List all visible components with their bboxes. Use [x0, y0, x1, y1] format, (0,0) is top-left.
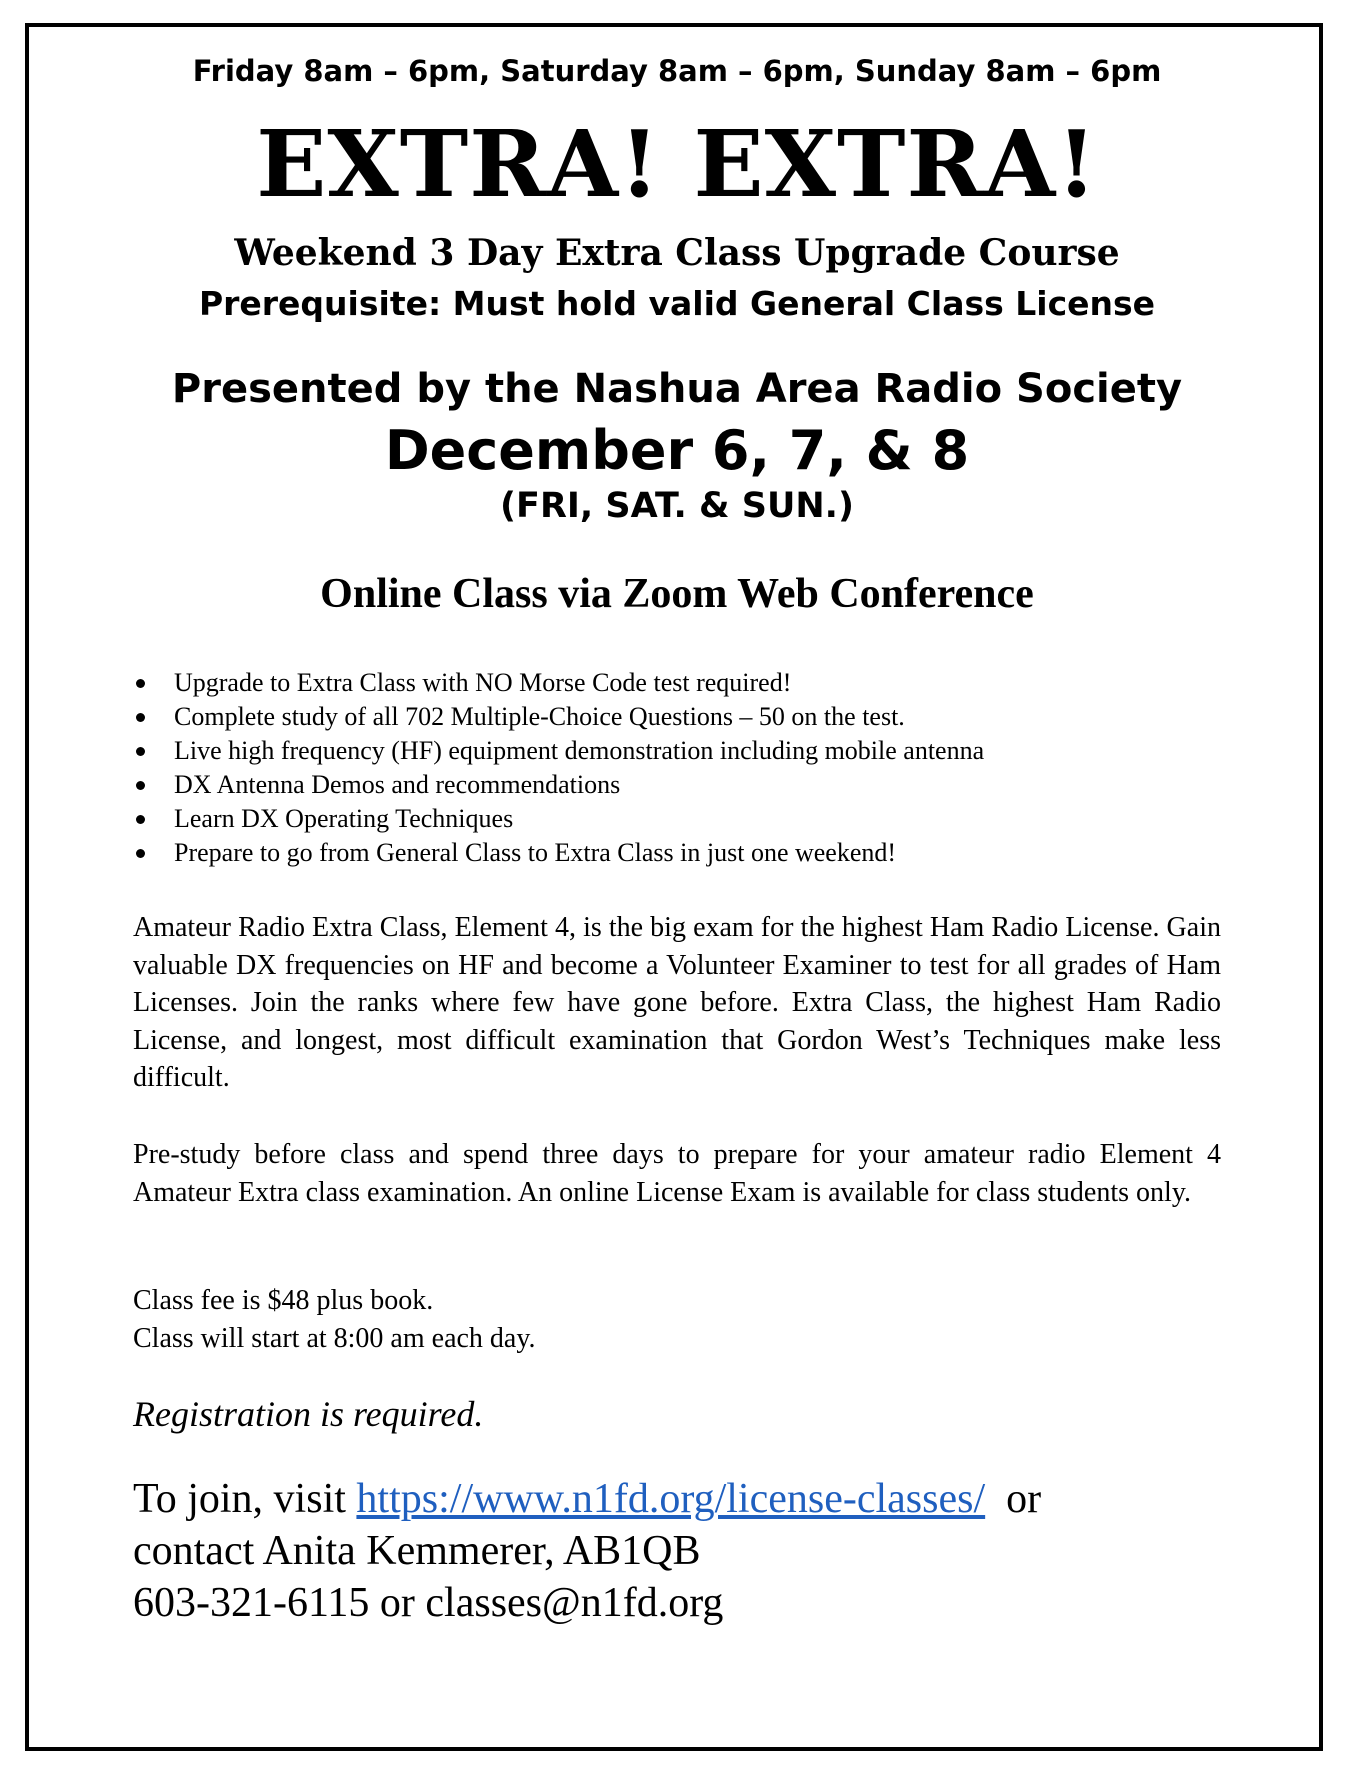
list-item: Live high frequency (HF) equipment demonstration including mobile antenna	[133, 734, 984, 768]
prerequisite: Prerequisite: Must hold valid General Class License	[198, 284, 1156, 323]
description-paragraph: Amateur Radio Extra Class, Element 4, is the big exam for the highest Ham Radio License. Gain valuable DX frequencies on HF and become a Volunteer Examiner to test for all grades of Ham Licenses. Join the ranks where few have gone before. Extra Class, the highest Ham Radio License, and longest, most difficult examination that Gordon West’s Techniques make less difficult.	[133, 912, 1221, 1093]
presenter: Presented by the Nashua Area Radio Society	[171, 366, 1183, 412]
class-fee: Class fee is $48 plus book.	[133, 1285, 434, 1316]
bullet-icon	[136, 679, 145, 688]
registration-link[interactable]: https://www.n1fd.org/license-classes/	[356, 1476, 986, 1522]
bullet-icon	[136, 747, 145, 756]
feature-list	[133, 666, 984, 870]
headline: EXTRA! EXTRA!	[256, 110, 1098, 218]
class-hours: Friday 8am – 6pm, Saturday 8am – 6pm, Sunday 8am – 6pm	[192, 54, 1162, 88]
bullet-icon	[136, 781, 145, 790]
online-format: Online Class via Zoom Web Conference	[320, 571, 1034, 617]
course-title: Weekend 3 Day Extra Class Upgrade Course	[234, 232, 1120, 274]
class-dates: December 6, 7, & 8	[384, 419, 970, 482]
list-item: DX Antenna Demos and recommendations	[133, 768, 984, 802]
bullet-icon	[136, 815, 145, 824]
list-item: Learn DX Operating Techniques	[133, 802, 984, 836]
bullet-icon	[136, 713, 145, 722]
bullet-icon	[136, 849, 145, 858]
registration-note: Registration is required.	[133, 1394, 484, 1434]
class-days: (FRI, SAT. & SUN.)	[500, 486, 854, 526]
contact-name: contact Anita Kemmerer, AB1QB	[133, 1528, 701, 1574]
contact-phone-email: 603-321-6115 or classes@n1fd.org	[133, 1580, 724, 1626]
prestudy-paragraph: Pre-study before class and spend three days to prepare for your amateur radio Element 4 Amateur Extra class examination. An online License Exam is available for class students only.	[133, 1139, 1221, 1208]
start-time: Class will start at 8:00 am each day.	[133, 1323, 536, 1354]
join-line: To join, visit https://www.n1fd.org/license-classes/ or	[133, 1476, 1042, 1522]
list-item: Upgrade to Extra Class with NO Morse Code test required!	[133, 666, 984, 700]
list-item: Complete study of all 702 Multiple-Choice Questions – 50 on the test.	[133, 700, 984, 734]
list-item: Prepare to go from General Class to Extra Class in just one weekend!	[133, 836, 984, 870]
